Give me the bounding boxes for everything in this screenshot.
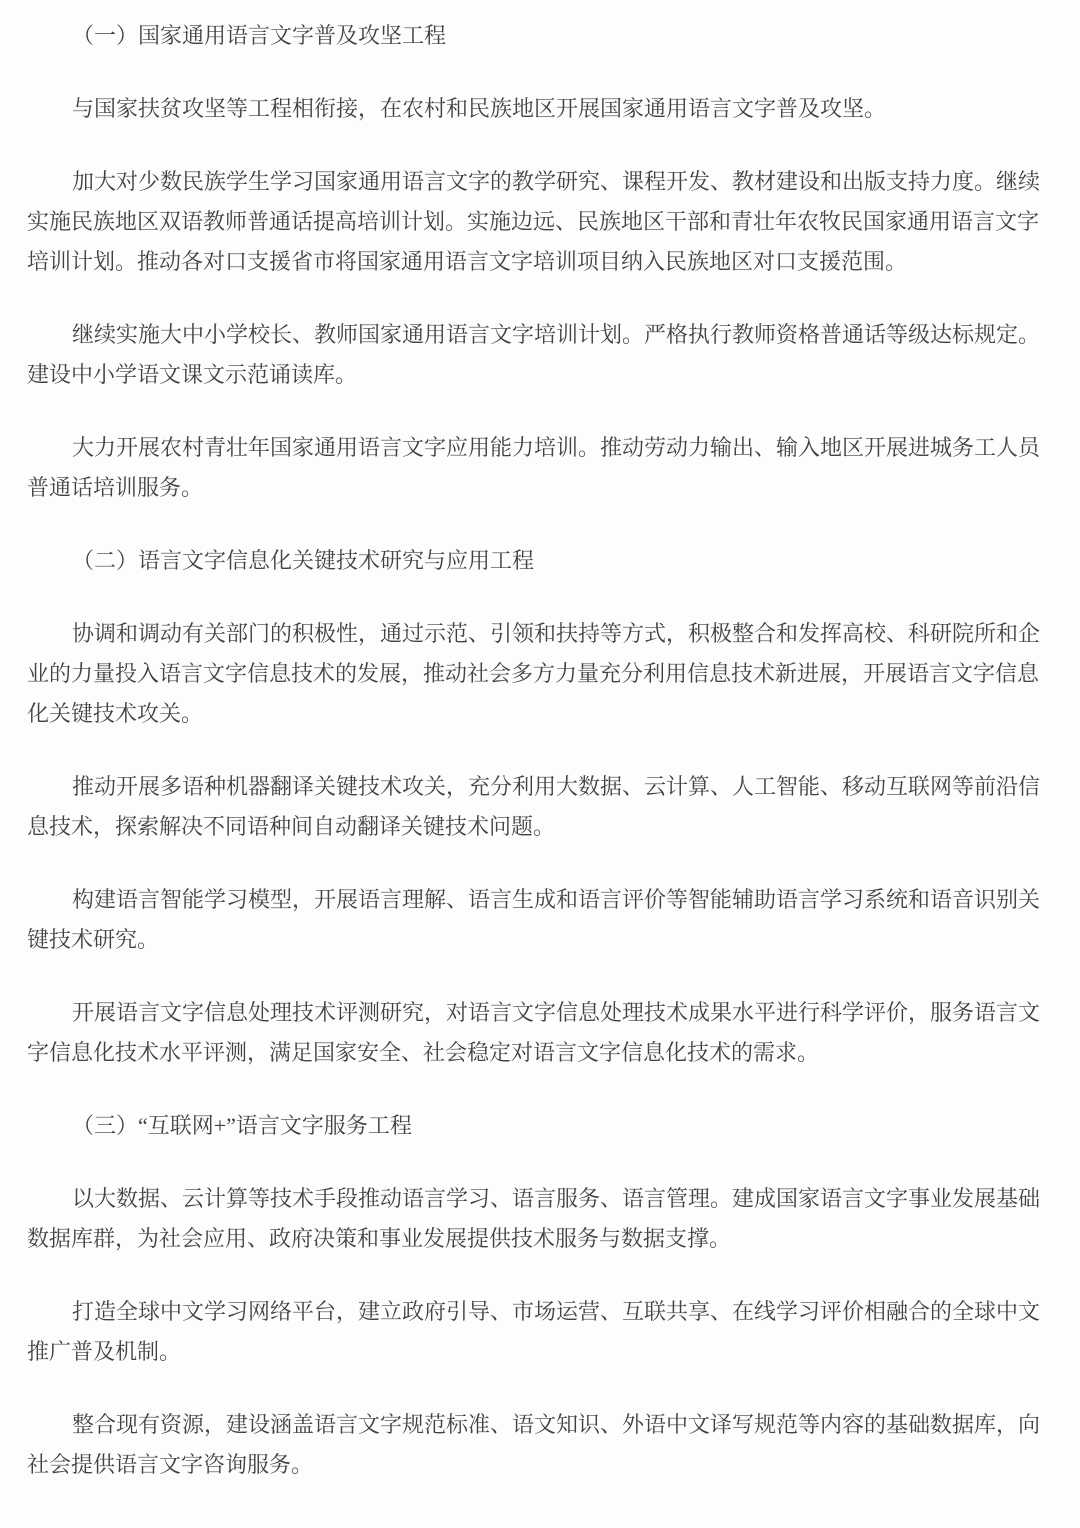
body-paragraph: 开展语言文字信息处理技术评测研究，对语言文字信息处理技术成果水平进行科学评价，服务语言文字信息化技术水平评测，满足国家安全、社会稳定对语言文字信息化技术的需求。 xyxy=(27,1000,1041,1065)
body-paragraph: 整合现有资源，建设涵盖语言文字规范标准、语文知识、外语中文译写规范等内容的基础数据库，向社会提供语言文字咨询服务。 xyxy=(27,1412,1041,1477)
body-paragraph: 构建语言智能学习模型，开展语言理解、语言生成和语言评价等智能辅助语言学习系统和语音识别关键技术研究。 xyxy=(27,887,1041,952)
section-heading: （三）“互联网+”语言文字服务工程 xyxy=(72,1113,412,1138)
section-heading: （二）语言文字信息化关键技术研究与应用工程 xyxy=(72,548,535,573)
document-content xyxy=(27,16,1042,1485)
body-paragraph: 大力开展农村青壮年国家通用语言文字应用能力培训。推动劳动力输出、输入地区开展进城务工人员普通话培训服务。 xyxy=(27,435,1041,500)
body-paragraph: 推动开展多语种机器翻译关键技术攻关，充分利用大数据、云计算、人工智能、移动互联网等前沿信息技术，探索解决不同语种间自动翻译关键技术问题。 xyxy=(27,774,1041,839)
section-heading: （一）国家通用语言文字普及攻坚工程 xyxy=(72,23,447,48)
body-paragraph: 加大对少数民族学生学习国家通用语言文字的教学研究、课程开发、教材建设和出版支持力度。继续实施民族地区双语教师普通话提高培训计划。实施边远、民族地区干部和青壮年农牧民国家通用语言文字培训计划。推动各对口支援省市将国家通用语言文字培训项目纳入民族地区对口支援范围。 xyxy=(27,169,1041,274)
body-paragraph: 以大数据、云计算等技术手段推动语言学习、语言服务、语言管理。建成国家语言文字事业发展基础数据库群，为社会应用、政府决策和事业发展提供技术服务与数据支撑。 xyxy=(27,1186,1041,1251)
body-paragraph: 协调和调动有关部门的积极性，通过示范、引领和扶持等方式，积极整合和发挥高校、科研院所和企业的力量投入语言文字信息技术的发展，推动社会多方力量充分利用信息技术新进展，开展语言文字信息化关键技术攻关。 xyxy=(27,621,1041,726)
body-paragraph: 与国家扶贫攻坚等工程相衔接，在农村和民族地区开展国家通用语言文字普及攻坚。 xyxy=(72,96,887,121)
body-paragraph: 继续实施大中小学校长、教师国家通用语言文字培训计划。严格执行教师资格普通话等级达标规定。建设中小学语文课文示范诵读库。 xyxy=(27,322,1041,387)
body-paragraph: 打造全球中文学习网络平台，建立政府引导、市场运营、互联共享、在线学习评价相融合的全球中文推广普及机制。 xyxy=(27,1299,1041,1364)
